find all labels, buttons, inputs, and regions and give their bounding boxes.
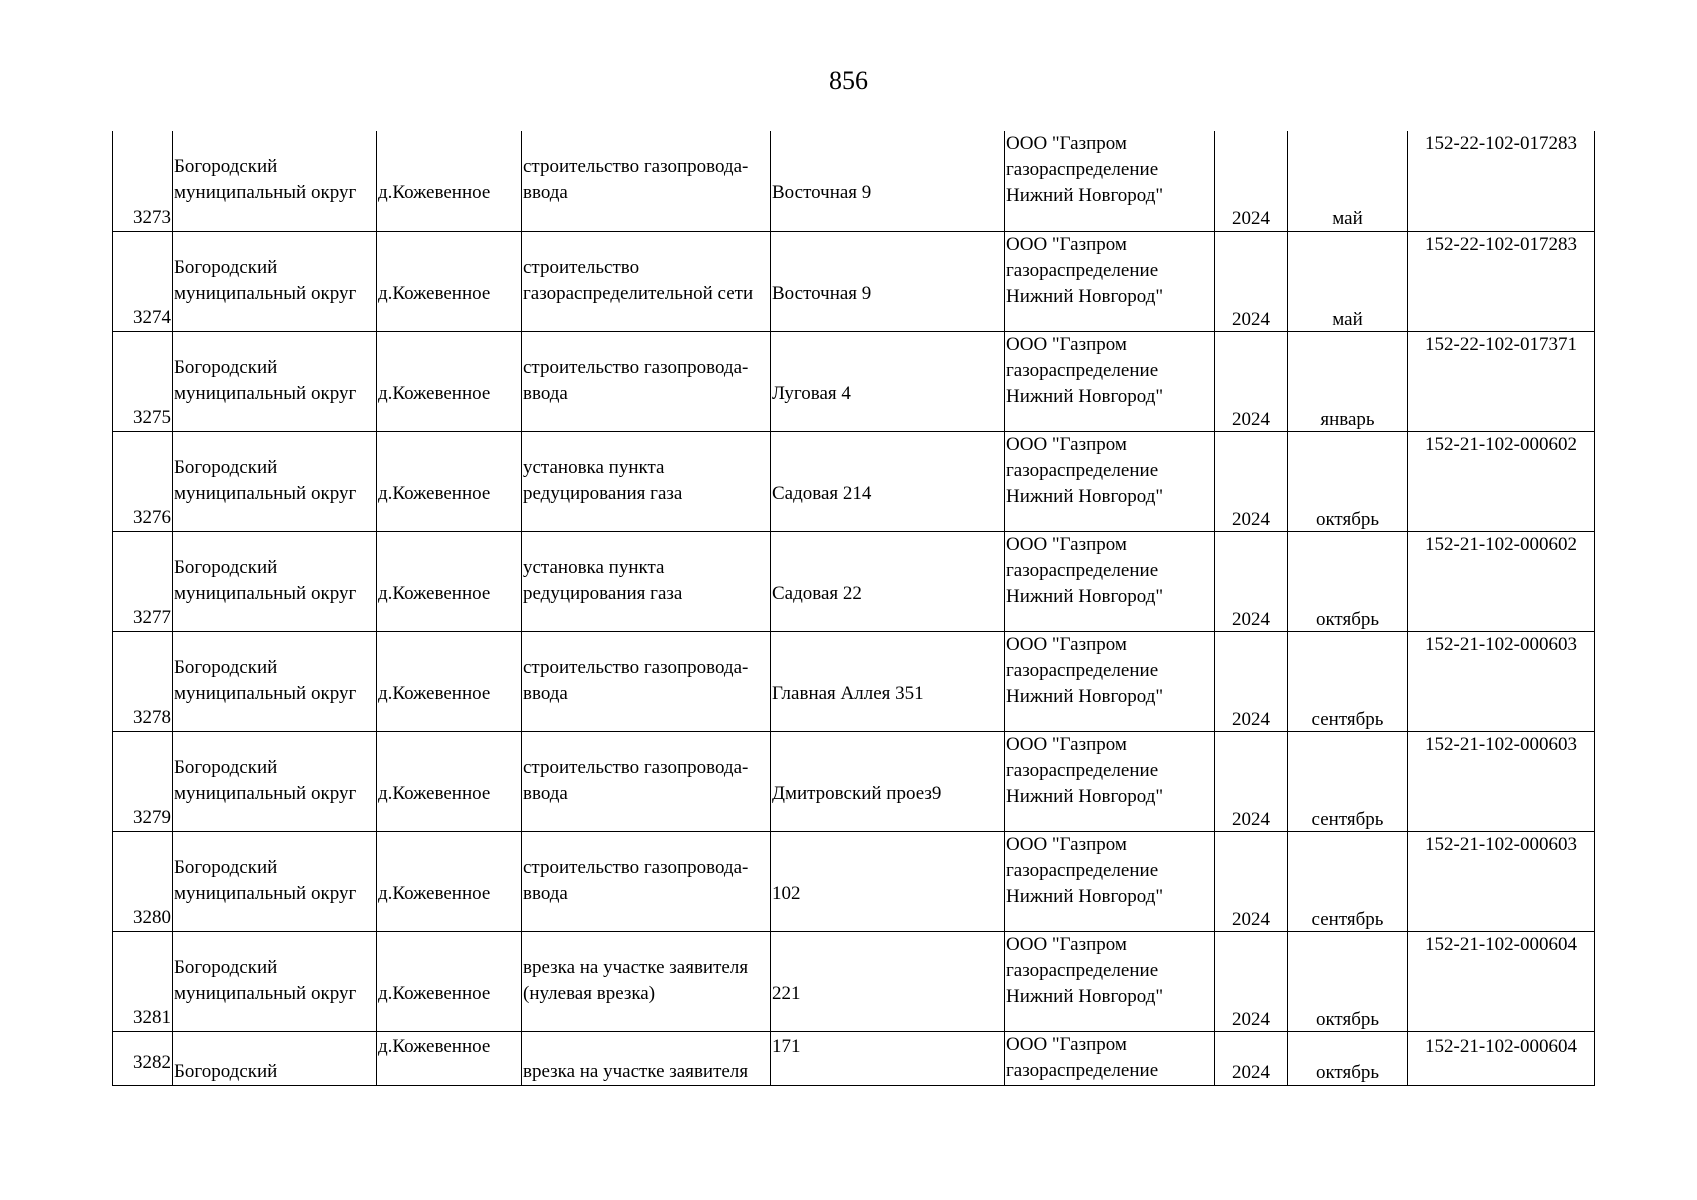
locality-cell: д.Кожевенное — [377, 331, 522, 431]
district-cell: Богородский муниципальный округ — [173, 231, 377, 331]
year-cell: 2024 — [1215, 131, 1288, 231]
work-type-cell: строительство газопровода- ввода — [522, 131, 771, 231]
year-cell: 2024 — [1215, 231, 1288, 331]
month-cell: май — [1288, 131, 1408, 231]
table-row — [113, 931, 1595, 1031]
table-row — [113, 631, 1595, 731]
row-number: 3282 — [113, 1031, 173, 1085]
work-type-cell: установка пункта редуцирования газа — [522, 431, 771, 531]
locality-cell: д.Кожевенное — [377, 931, 522, 1031]
code-cell: 152-21-102-000602 — [1408, 431, 1595, 531]
address-cell: Дмитровский проез9 — [771, 731, 1005, 831]
work-type-cell: строительство газопровода- ввода — [522, 631, 771, 731]
row-number: 3277 — [113, 531, 173, 631]
organization-cell: ООО "Газпром газораспределение Нижний Новгород" — [1005, 831, 1215, 931]
table-row — [113, 331, 1595, 431]
row-number: 3273 — [113, 131, 173, 231]
organization-cell: ООО "Газпром газораспределение Нижний Новгород" — [1005, 631, 1215, 731]
year-cell: 2024 — [1215, 531, 1288, 631]
address-cell: Садовая 22 — [771, 531, 1005, 631]
locality-cell: д.Кожевенное — [377, 231, 522, 331]
table-row — [113, 431, 1595, 531]
code-cell: 152-21-102-000603 — [1408, 731, 1595, 831]
address-cell: Восточная 9 — [771, 131, 1005, 231]
row-number: 3281 — [113, 931, 173, 1031]
table-row — [113, 131, 1595, 231]
work-type-cell: установка пункта редуцирования газа — [522, 531, 771, 631]
district-cell: Богородский муниципальный округ — [173, 531, 377, 631]
address-cell: 221 — [771, 931, 1005, 1031]
work-type-cell: врезка на участке заявителя (нулевая врезка) — [522, 931, 771, 1031]
work-type-cell: врезка на участке заявителя — [522, 1031, 771, 1085]
registry-table — [112, 131, 1595, 1086]
code-cell: 152-21-102-000603 — [1408, 831, 1595, 931]
address-cell: 171 — [771, 1031, 1005, 1085]
locality-cell: д.Кожевенное — [377, 1031, 522, 1085]
month-cell: сентябрь — [1288, 831, 1408, 931]
work-type-cell: строительство газопровода- ввода — [522, 331, 771, 431]
district-cell: Богородский муниципальный округ — [173, 731, 377, 831]
month-cell: октябрь — [1288, 1031, 1408, 1085]
locality-cell: д.Кожевенное — [377, 431, 522, 531]
year-cell: 2024 — [1215, 831, 1288, 931]
table-row — [113, 1031, 1595, 1085]
month-cell: январь — [1288, 331, 1408, 431]
code-cell: 152-21-102-000604 — [1408, 1031, 1595, 1085]
organization-cell: ООО "Газпром газораспределение Нижний Новгород" — [1005, 131, 1215, 231]
table-row — [113, 831, 1595, 931]
district-cell: Богородский муниципальный округ — [173, 631, 377, 731]
organization-cell: ООО "Газпром газораспределение Нижний Новгород" — [1005, 531, 1215, 631]
code-cell: 152-22-102-017283 — [1408, 131, 1595, 231]
row-number: 3279 — [113, 731, 173, 831]
row-number: 3275 — [113, 331, 173, 431]
year-cell: 2024 — [1215, 931, 1288, 1031]
organization-cell: ООО "Газпром газораспределение Нижний Новгород" — [1005, 431, 1215, 531]
code-cell: 152-22-102-017283 — [1408, 231, 1595, 331]
district-cell: Богородский муниципальный округ — [173, 331, 377, 431]
organization-cell: ООО "Газпром газораспределение Нижний Новгород" — [1005, 331, 1215, 431]
address-cell: Луговая 4 — [771, 331, 1005, 431]
work-type-cell: строительство газораспределительной сети — [522, 231, 771, 331]
work-type-cell: строительство газопровода- ввода — [522, 731, 771, 831]
month-cell: октябрь — [1288, 931, 1408, 1031]
district-cell: Богородский муниципальный округ — [173, 431, 377, 531]
row-number: 3278 — [113, 631, 173, 731]
row-number: 3276 — [113, 431, 173, 531]
locality-cell: д.Кожевенное — [377, 731, 522, 831]
district-cell: Богородский муниципальный округ — [173, 831, 377, 931]
address-cell: Садовая 214 — [771, 431, 1005, 531]
code-cell: 152-22-102-017371 — [1408, 331, 1595, 431]
table-row — [113, 531, 1595, 631]
registry-body — [113, 131, 1595, 1085]
locality-cell: д.Кожевенное — [377, 831, 522, 931]
month-cell: октябрь — [1288, 531, 1408, 631]
code-cell: 152-21-102-000603 — [1408, 631, 1595, 731]
year-cell: 2024 — [1215, 631, 1288, 731]
address-cell: 102 — [771, 831, 1005, 931]
year-cell: 2024 — [1215, 1031, 1288, 1085]
organization-cell: ООО "Газпром газораспределение — [1005, 1031, 1215, 1085]
organization-cell: ООО "Газпром газораспределение Нижний Новгород" — [1005, 731, 1215, 831]
page-number: 856 — [829, 66, 868, 95]
work-type-cell: строительство газопровода- ввода — [522, 831, 771, 931]
month-cell: май — [1288, 231, 1408, 331]
month-cell: сентябрь — [1288, 631, 1408, 731]
year-cell: 2024 — [1215, 331, 1288, 431]
month-cell: октябрь — [1288, 431, 1408, 531]
locality-cell: д.Кожевенное — [377, 131, 522, 231]
year-cell: 2024 — [1215, 431, 1288, 531]
code-cell: 152-21-102-000602 — [1408, 531, 1595, 631]
address-cell: Главная Аллея 351 — [771, 631, 1005, 731]
row-number: 3280 — [113, 831, 173, 931]
table-row — [113, 731, 1595, 831]
district-cell: Богородский муниципальный округ — [173, 131, 377, 231]
district-cell: Богородский муниципальный округ — [173, 931, 377, 1031]
organization-cell: ООО "Газпром газораспределение Нижний Новгород" — [1005, 931, 1215, 1031]
locality-cell: д.Кожевенное — [377, 531, 522, 631]
organization-cell: ООО "Газпром газораспределение Нижний Новгород" — [1005, 231, 1215, 331]
year-cell: 2024 — [1215, 731, 1288, 831]
row-number: 3274 — [113, 231, 173, 331]
district-cell: Богородский — [173, 1031, 377, 1085]
table-row — [113, 231, 1595, 331]
address-cell: Восточная 9 — [771, 231, 1005, 331]
code-cell: 152-21-102-000604 — [1408, 931, 1595, 1031]
month-cell: сентябрь — [1288, 731, 1408, 831]
locality-cell: д.Кожевенное — [377, 631, 522, 731]
